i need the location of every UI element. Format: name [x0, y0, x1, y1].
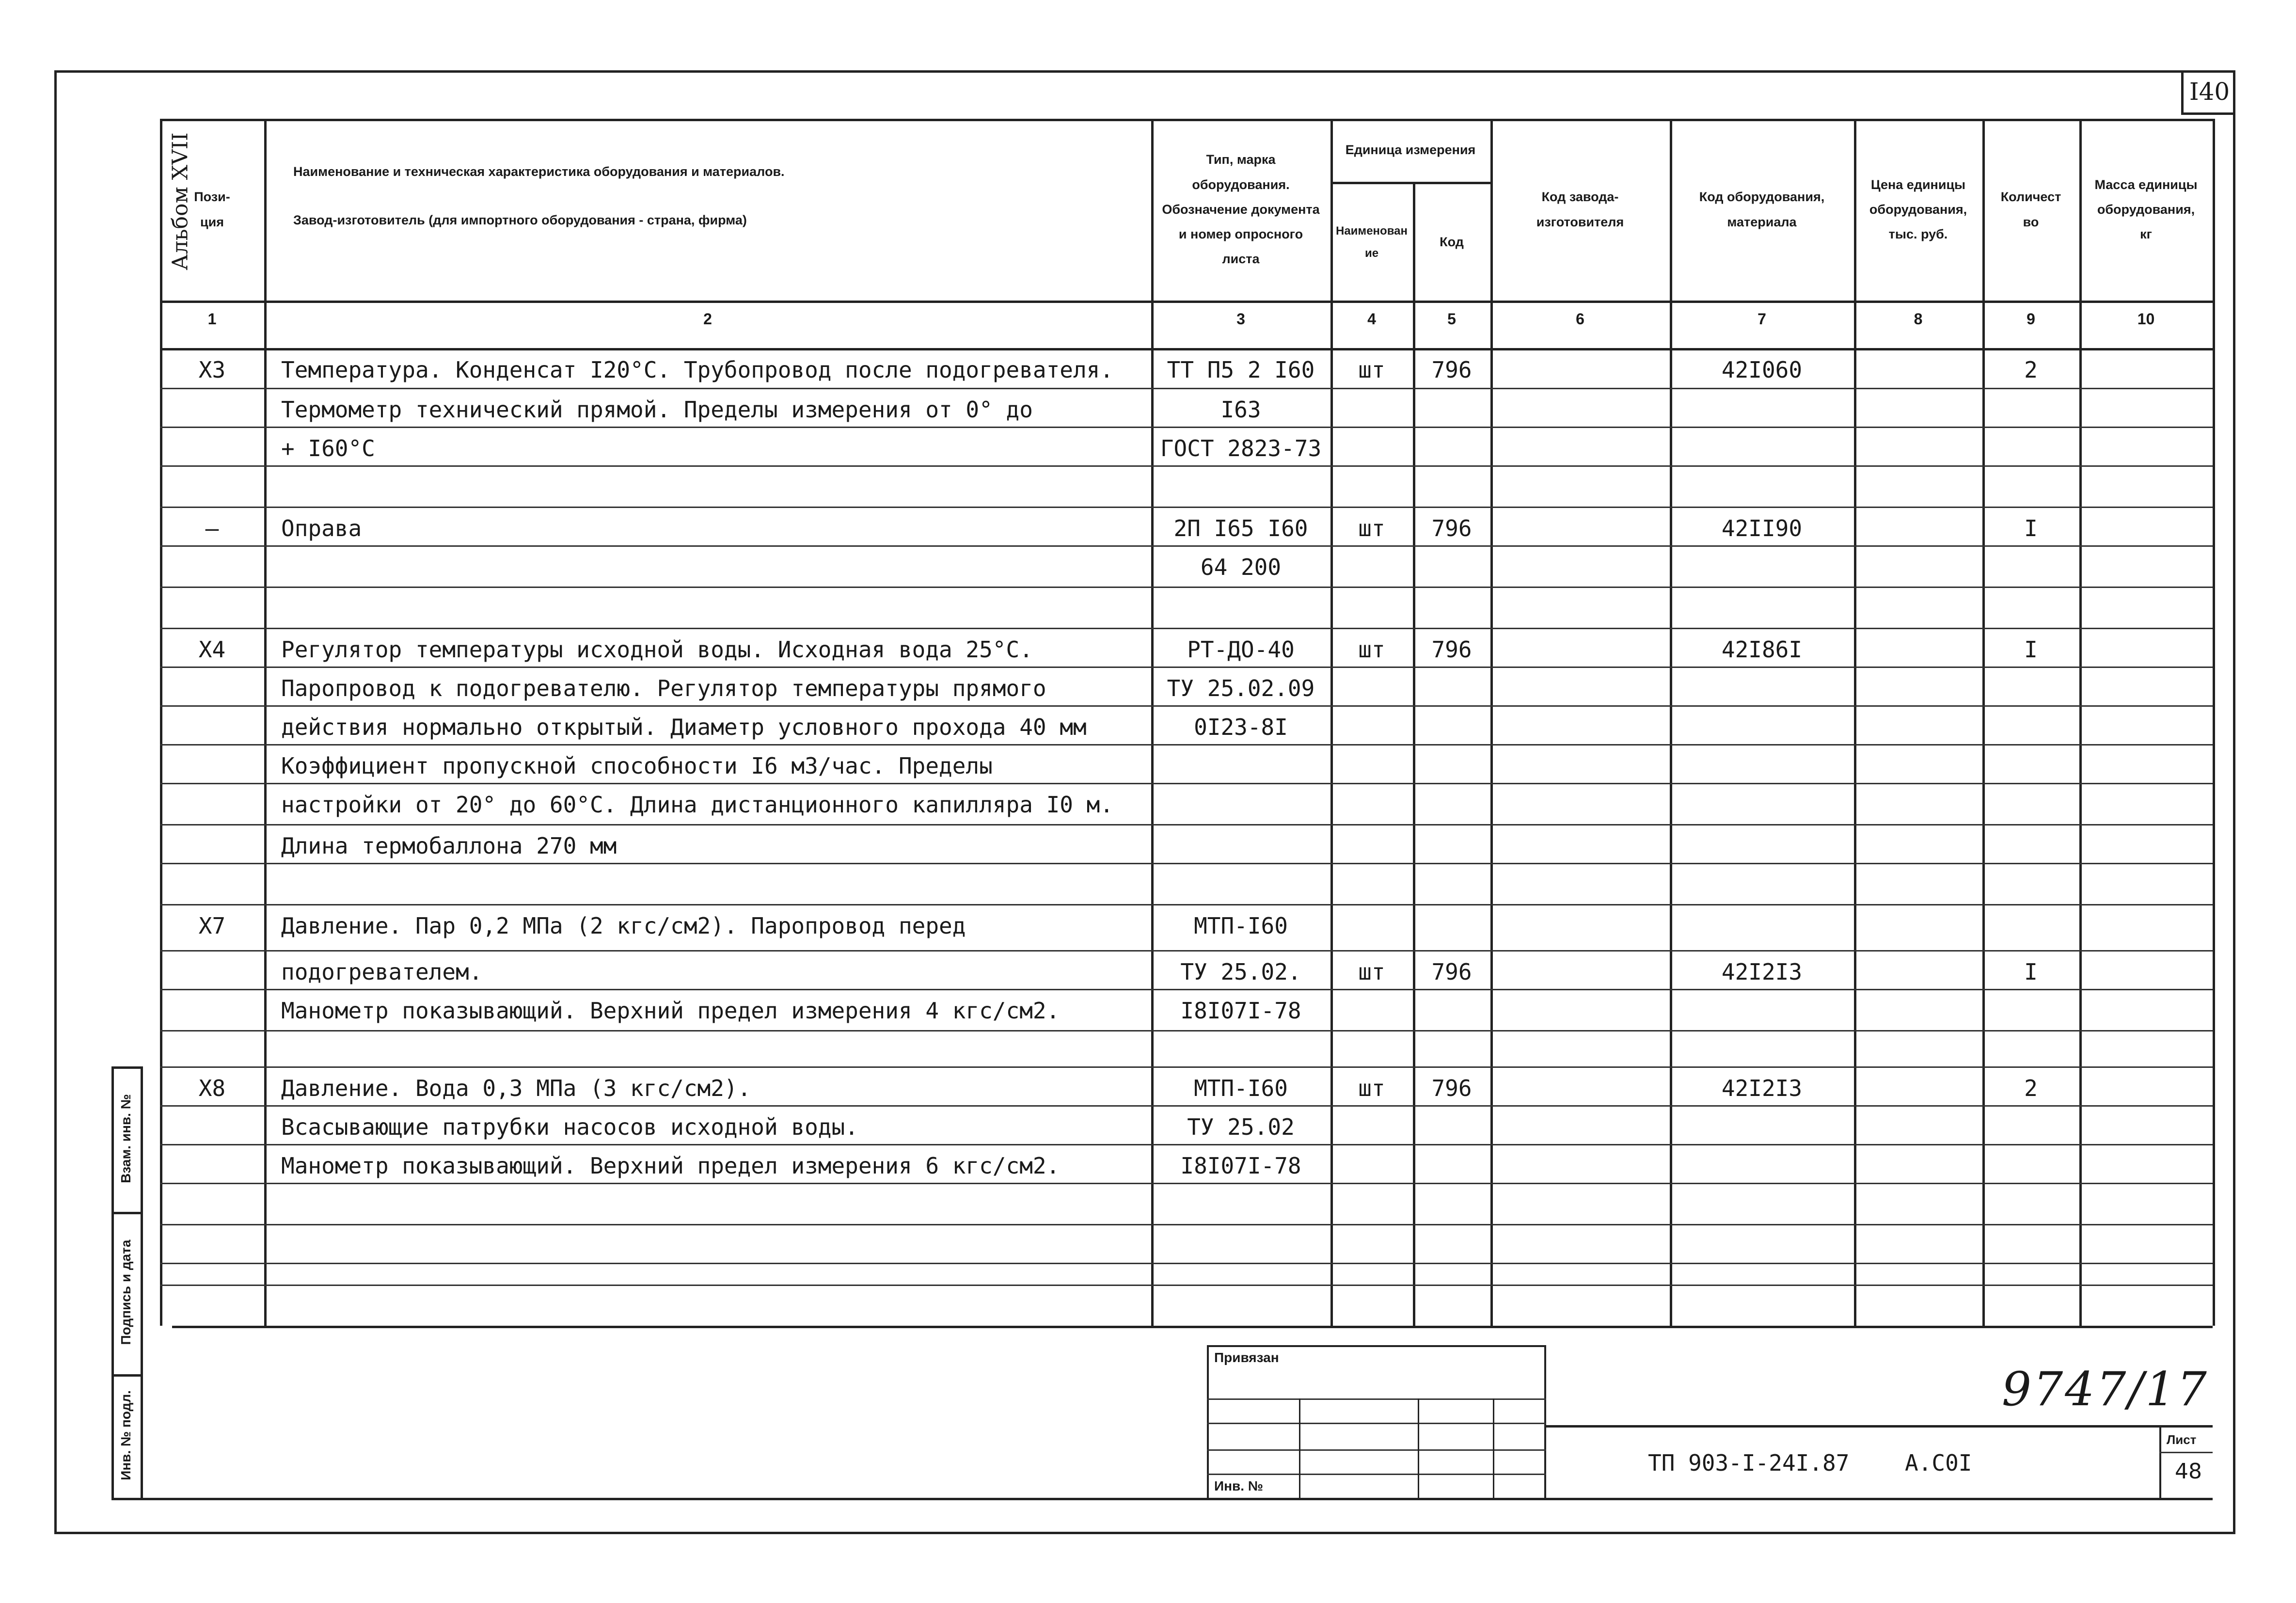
- row-name: Длина термобаллона 270 мм: [281, 833, 617, 859]
- row-type: ТТ П5 2 I60: [1167, 357, 1315, 383]
- row-line-21: [160, 1224, 2213, 1225]
- row-type: ГОСТ 2823-73: [1160, 435, 1322, 461]
- row-equipment-code: 42I2I3: [1721, 959, 1803, 985]
- row-name: Давление. Вода 0,3 МПа (3 кгс/см2).: [281, 1075, 751, 1101]
- row-line-20: [160, 1183, 2213, 1184]
- row-name: Регулятор температуры исходной воды. Исходная вода 25°С.: [281, 636, 1033, 663]
- stamp-top-line: [172, 1326, 2213, 1328]
- row-type: I63: [1220, 397, 1261, 423]
- row-unit-code: 796: [1431, 357, 1472, 383]
- attached-line-4: [1207, 1474, 1546, 1475]
- column-number-7: 7: [1758, 310, 1766, 328]
- column-number-1: 1: [207, 310, 217, 328]
- sheet-label: Лист: [2167, 1432, 2197, 1447]
- row-type: ТУ 25.02.09: [1167, 675, 1315, 701]
- row-name: Оправа: [281, 515, 362, 541]
- footer-line: [111, 1498, 2213, 1500]
- row-line-18: [160, 1105, 2213, 1107]
- row-equipment-code: 42I86I: [1721, 636, 1803, 663]
- number-row-line: [160, 348, 2213, 350]
- row-type: 0I23-8I: [1194, 714, 1288, 740]
- row-equipment-code: 42I060: [1721, 357, 1803, 383]
- row-name: Всасывающие патрубки насосов исходной воды.: [281, 1114, 858, 1140]
- col-line-10: [2213, 119, 2215, 1326]
- row-quantity: I: [2024, 515, 2038, 541]
- row-equipment-code: 42II90: [1721, 515, 1803, 541]
- attached-line-3: [1207, 1449, 1546, 1451]
- row-unit: шт: [1358, 959, 1385, 985]
- row-type: МТП-I60: [1194, 1075, 1288, 1101]
- row-type: МТП-I60: [1194, 913, 1288, 939]
- row-name: Температура. Конденсат I20°С. Трубопровод после подогревателя.: [281, 357, 1114, 383]
- row-type: I8I07I-78: [1180, 998, 1301, 1024]
- row-name: + I60°С: [281, 435, 375, 461]
- sheet-value: 48: [2175, 1459, 2202, 1484]
- row-line-14: [160, 950, 2213, 952]
- attached-line-2: [1207, 1423, 1546, 1424]
- row-line-22: [160, 1263, 2213, 1264]
- row-name: Давление. Пар 0,2 МПа (2 кгс/см2). Паропровод перед: [281, 913, 966, 939]
- row-quantity: 2: [2024, 357, 2038, 383]
- sheet-box-divider: [2159, 1452, 2213, 1453]
- row-position: X4: [198, 636, 226, 663]
- header-mass: Масса единицы оборудования, кг: [2094, 177, 2198, 242]
- handwritten-number: 9747/17: [2002, 1362, 2209, 1416]
- row-name: Коэффициент пропускной способности I6 м3/час. Пределы: [281, 753, 993, 779]
- attached-line-1: [1207, 1398, 1546, 1400]
- row-unit-code: 796: [1431, 1075, 1472, 1101]
- row-name: подогревателем.: [281, 959, 483, 985]
- row-position: X3: [198, 357, 226, 383]
- inv-no-label: Инв. №: [1214, 1478, 1264, 1493]
- attached-divider-2: [1418, 1398, 1419, 1500]
- header-equipment-code: Код оборудования, материала: [1699, 190, 1825, 229]
- row-equipment-code: 42I2I3: [1721, 1075, 1803, 1101]
- sheet-number: I40: [2181, 70, 2235, 115]
- row-type: ТУ 25.02: [1187, 1114, 1295, 1140]
- row-line-17: [160, 1066, 2213, 1068]
- column-number-4: 4: [1367, 310, 1376, 328]
- row-position: X8: [198, 1075, 226, 1101]
- header-price: Цена единицы оборудования, тыс. руб.: [1869, 177, 1967, 242]
- header-quantity: Количество: [2000, 190, 2061, 229]
- row-line-15: [160, 989, 2213, 990]
- row-line-12: [160, 863, 2213, 864]
- header-unit-code: Код: [1440, 235, 1464, 250]
- row-unit-code: 796: [1431, 515, 1472, 541]
- row-line-4: [160, 545, 2213, 547]
- attached-divider-3: [1493, 1398, 1494, 1500]
- row-line-2: [160, 465, 2213, 467]
- row-line-6: [160, 628, 2213, 629]
- row-name: Манометр показывающий. Верхний предел измерения 6 кгс/см2.: [281, 1153, 1060, 1179]
- row-quantity: I: [2024, 959, 2038, 985]
- row-line-16: [160, 1030, 2213, 1032]
- row-quantity: 2: [2024, 1075, 2038, 1101]
- header-factory-code: Код завода-изготовителя: [1536, 190, 1624, 229]
- row-line-13: [160, 904, 2213, 905]
- row-line-19: [160, 1144, 2213, 1145]
- row-line-10: [160, 783, 2213, 784]
- row-type: РТ-ДО-40: [1187, 636, 1295, 663]
- column-number-5: 5: [1447, 310, 1456, 328]
- row-line-7: [160, 667, 2213, 668]
- row-line-5: [160, 587, 2213, 588]
- designation: ТП 903-I-24I.87: [1648, 1450, 1850, 1476]
- row-type: ТУ 25.02.: [1180, 959, 1301, 985]
- header-name-line2: Завод-изготовитель (для импортного оборудования - страна, фирма): [293, 213, 747, 228]
- row-name: Манометр показывающий. Верхний предел измерения 4 кгс/см2.: [281, 998, 1060, 1024]
- column-number-6: 6: [1576, 310, 1584, 328]
- album-label: Альбом XVII: [168, 132, 193, 270]
- header-unit-group: Единица измерения: [1345, 143, 1476, 158]
- row-unit: шт: [1358, 515, 1385, 541]
- row-unit: шт: [1358, 357, 1385, 383]
- album-code: А.С0I: [1905, 1450, 1972, 1476]
- row-type: 2П I65 I60: [1173, 515, 1308, 541]
- row-unit-code: 796: [1431, 636, 1472, 663]
- header-position: Пози- ция: [194, 190, 230, 229]
- row-name: Паропровод к подогревателю. Регулятор температуры прямого: [281, 675, 1046, 701]
- header-name-line1: Наименование и техническая характеристика оборудования и материалов.: [293, 164, 785, 179]
- row-name: настройки от 20° до 60°С. Длина дистанционного капилляра I0 м.: [281, 792, 1114, 818]
- row-name: Термометр технический прямой. Пределы измерения от 0° до: [281, 397, 1033, 423]
- column-number-9: 9: [2027, 310, 2035, 328]
- col-line-4: [1413, 182, 1415, 1326]
- title-block-top: [1546, 1425, 2213, 1428]
- header-bottom-line: [160, 301, 2213, 303]
- side-stamp-border: [111, 1066, 114, 1500]
- row-quantity: I: [2024, 636, 2038, 663]
- row-line-0: [160, 388, 2213, 389]
- header-unit-name: Наименование: [1336, 224, 1408, 260]
- row-position: X7: [198, 913, 226, 939]
- row-unit: шт: [1358, 1075, 1385, 1101]
- column-number-2: 2: [703, 310, 712, 328]
- attached-label: Привязан: [1214, 1350, 1279, 1365]
- row-line-8: [160, 705, 2213, 707]
- row-type: I8I07I-78: [1180, 1153, 1301, 1179]
- row-name: действия нормально открытый. Диаметр условного прохода 40 мм: [281, 714, 1087, 740]
- row-line-23: [160, 1285, 2213, 1286]
- side-stamp-inv-original: Инв. № подл.: [118, 1390, 133, 1480]
- header-type: Тип, марка оборудования. Обозначение документа и номер опросного листа: [1162, 152, 1320, 267]
- side-stamp-signature-date: Подпись и дата: [118, 1239, 133, 1345]
- row-line-3: [160, 507, 2213, 508]
- side-stamp-replace-inv: Взам. инв. №: [118, 1094, 133, 1183]
- column-number-3: 3: [1236, 310, 1245, 328]
- row-position: –: [205, 515, 219, 541]
- column-number-10: 10: [2137, 310, 2155, 328]
- side-stamp-sep-2: [111, 1212, 143, 1214]
- side-stamp-divider: [141, 1066, 143, 1500]
- row-line-1: [160, 427, 2213, 428]
- row-line-9: [160, 744, 2213, 746]
- row-line-11: [160, 824, 2213, 825]
- attached-divider-1: [1299, 1398, 1300, 1500]
- row-unit: шт: [1358, 636, 1385, 663]
- row-type: 64 200: [1200, 554, 1282, 580]
- column-number-8: 8: [1914, 310, 1923, 328]
- row-unit-code: 796: [1431, 959, 1472, 985]
